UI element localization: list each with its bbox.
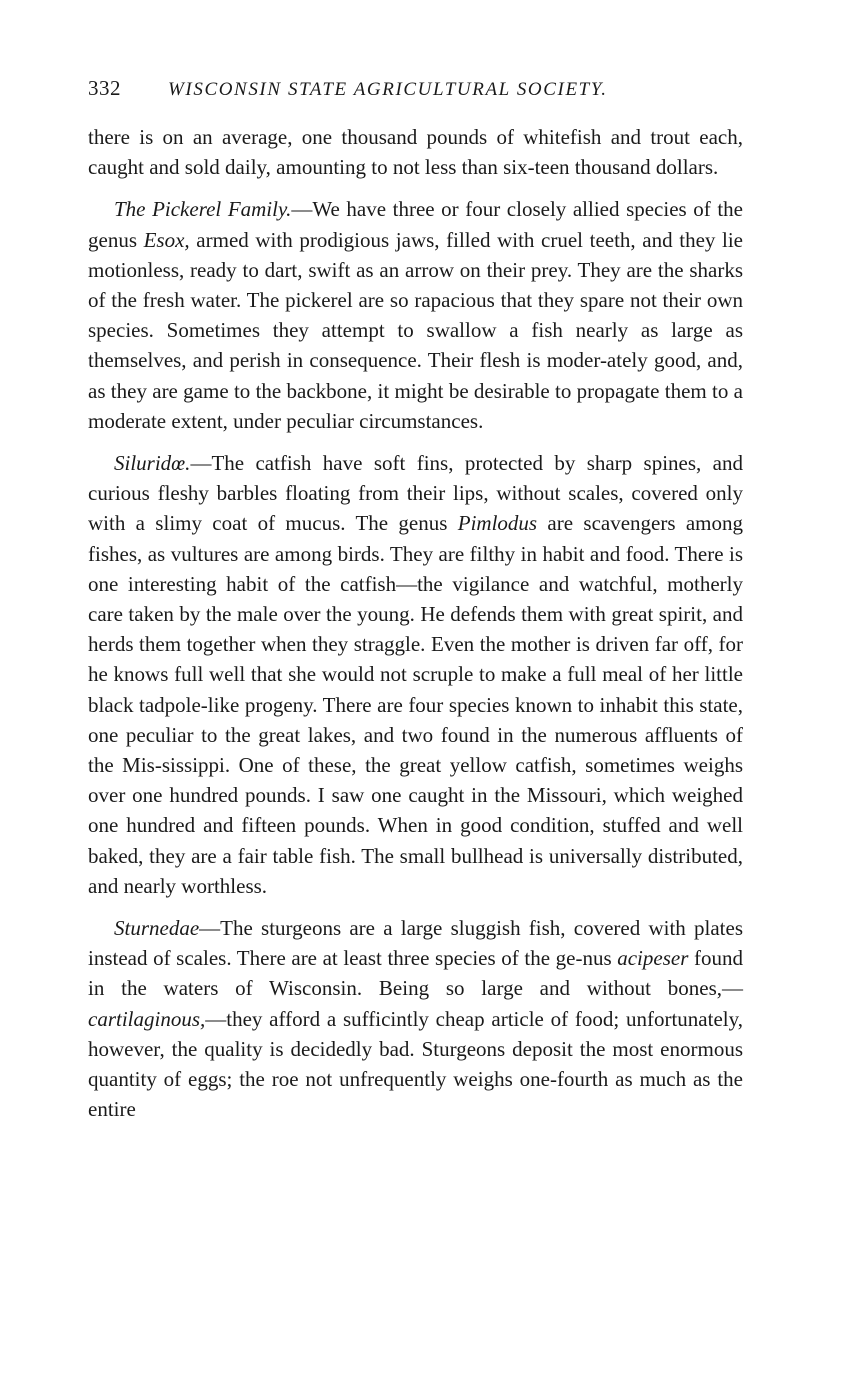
page-header: [88, 70, 743, 110]
text-segment: —they afford a sufficintly cheap article of food; unfortunately, however, the quality is decidedly bad. Sturgeons deposit the most enormous quantity of eggs; the roe not unfrequently weighs one-fourth as much as the entire: [88, 1006, 743, 1122]
book-page: [88, 70, 743, 1125]
genus-name-pimlodus: Pimlodus: [457, 511, 538, 536]
section-heading-siluridae: Siluridœ.: [114, 451, 191, 476]
section-heading-sturnedae: Sturnedae: [114, 916, 200, 941]
text-segment: —The catfish have soft fins, protected by sharp spines, and curious fleshy barbles floating from their lips, without scales, covered only with a slimy coat of mucus. The genus: [88, 451, 743, 536]
paragraph-siluridae: [88, 448, 743, 901]
paragraph-pickerel-family: [88, 194, 743, 436]
paragraph-sturnedae: [88, 913, 743, 1124]
text-segment: —The sturgeons are a large sluggish fish, covered with plates instead of scales. There are at least three species of the ge-nus: [88, 916, 743, 971]
section-heading-pickerel: The Pickerel Family.: [114, 197, 292, 222]
page-number: 332: [88, 76, 121, 100]
genus-name-acipeser: acipeser: [617, 946, 689, 971]
text-segment: are scavengers among fishes, as vultures are among birds. They are filthy in habit and food. There is one interesting habit of the catfish—the vigilance and watchful, motherly care taken by the male over the young. He defends them with great spirit, and herds them together when they straggle. Even the mother is driven far off, for he knows full well that she would not scruple to make a full meal of her little black tadpole-like progeny. There are four species known to inhabit this state, one peculiar to the great lakes, and two found in the numerous affluents of the Mis-sissippi. One of these, the great yellow catfish, sometimes weighs over one hundred pounds. I saw one caught in the Missouri, which weighed one hundred and fifteen pounds. When in good condition, stuffed and well baked, they are a fair table fish. The small bullhead is universally distributed, and nearly worthless.: [88, 511, 744, 898]
text-segment: —We have three or four closely allied species of the genus: [88, 197, 743, 252]
text-segment: found in the waters of Wisconsin. Being so large and without bones,—: [88, 946, 743, 1001]
paragraph-whitefish-trout: there is on an average, one thousand pounds of whitefish and trout each, caught and sold daily, amounting to not less than six-teen thousand dollars.: [88, 125, 743, 180]
running-head: WISCONSIN STATE AGRICULTURAL SOCIETY.: [168, 79, 608, 100]
text-segment: armed with prodigious jaws, filled with cruel teeth, and they lie motionless, ready to dart, swift as an arrow on their prey. They are the sharks of the fresh water. The pickerel are so rapacious that they spare not their own species. Sometimes they attempt to swallow a fish nearly as large as themselves, and perish in consequence. Their flesh is moder-ately good, and, as they are game to the backbone, it might be desirable to propagate them to a moderate extent, under peculiar circumstances.: [88, 227, 743, 433]
term-cartilaginous: cartilaginous,: [88, 1006, 206, 1031]
genus-name-esox: Esox,: [143, 227, 190, 252]
